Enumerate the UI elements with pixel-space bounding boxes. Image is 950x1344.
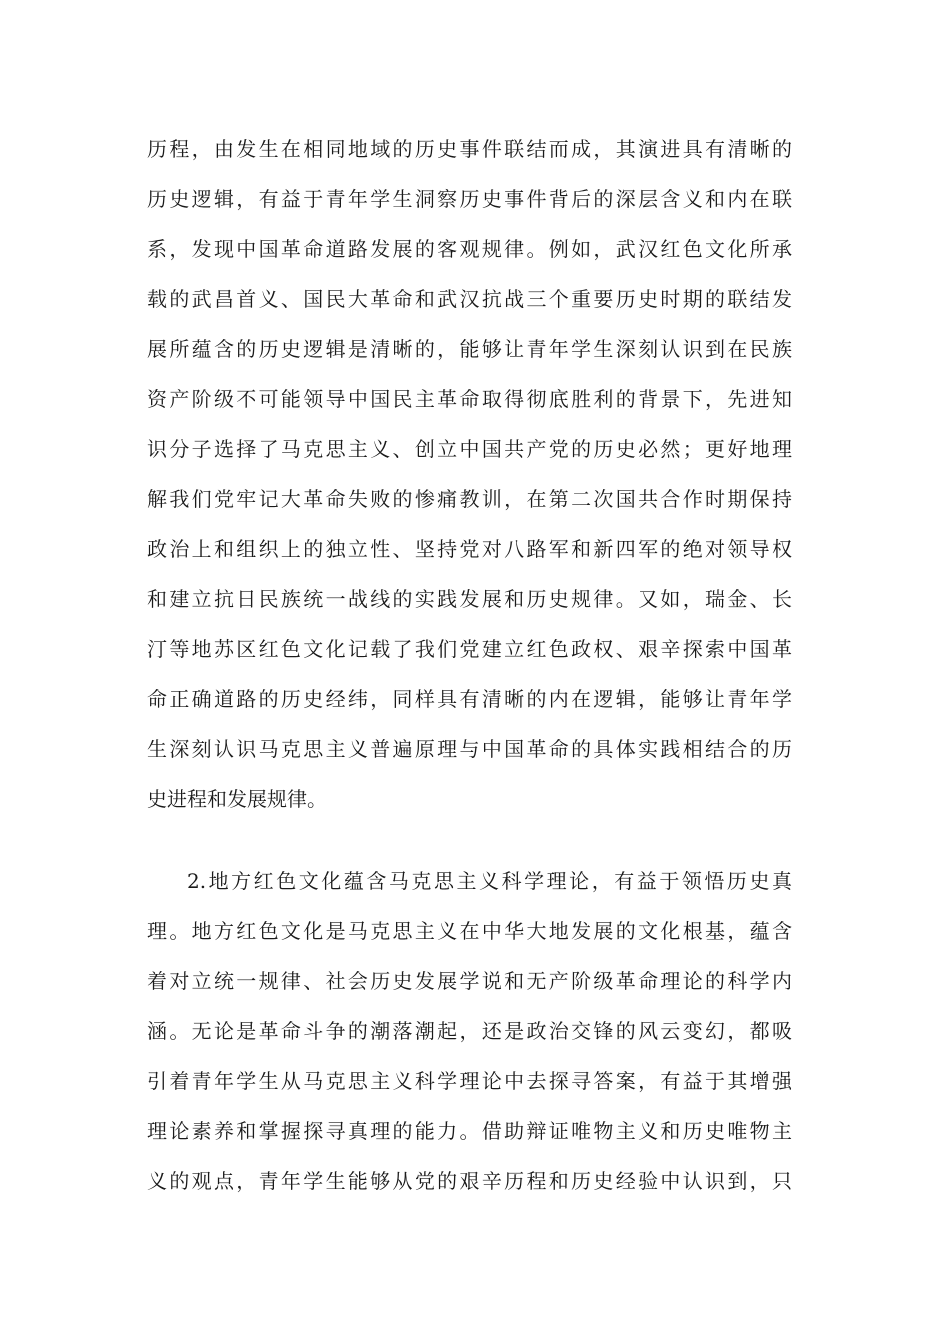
text-line: 生深刻认识马克思主义普遍原理与中国革命的具体实践相结合的历 — [147, 737, 792, 761]
text-line: 历程，由发生在相同地域的历史事件联结而成，其演进具有清晰的 — [147, 137, 792, 161]
text-line: 解我们党牢记大革命失败的惨痛教训，在第二次国共合作时期保持 — [147, 487, 792, 511]
text-line: 引着青年学生从马克思主义科学理论中去探寻答案，有益于其增强 — [147, 1069, 792, 1093]
text-line: 资产阶级不可能领导中国民主革命取得彻底胜利的背景下，先进知 — [147, 387, 792, 411]
text-line: 识分子选择了马克思主义、创立中国共产党的历史必然；更好地理 — [147, 437, 792, 461]
text-line: 政治上和组织上的独立性、坚持党对八路军和新四军的绝对领导权 — [147, 537, 792, 561]
text-line: 史进程和发展规律。 — [147, 787, 327, 811]
text-line: 理论素养和掌握探寻真理的能力。借助辩证唯物主义和历史唯物主 — [147, 1119, 792, 1143]
text-line: 命正确道路的历史经纬，同样具有清晰的内在逻辑，能够让青年学 — [147, 687, 792, 711]
text-line: 汀等地苏区红色文化记载了我们党建立红色政权、艰辛探索中国革 — [147, 637, 792, 661]
text-line: 义的观点，青年学生能够从党的艰辛历程和历史经验中认识到，只 — [147, 1169, 792, 1193]
text-line: 和建立抗日民族统一战线的实践发展和历史规律。又如，瑞金、长 — [147, 587, 792, 611]
text-line: 载的武昌首义、国民大革命和武汉抗战三个重要历史时期的联结发 — [147, 287, 792, 311]
text-line: 涵。无论是革命斗争的潮落潮起，还是政治交锋的风云变幻，都吸 — [147, 1019, 792, 1043]
text-line: 2.地方红色文化蕴含马克思主义科学理论，有益于领悟历史真 — [187, 869, 792, 893]
text-line: 理。地方红色文化是马克思主义在中华大地发展的文化根基，蕴含 — [147, 919, 792, 943]
text-line: 着对立统一规律、社会历史发展学说和无产阶级革命理论的科学内 — [147, 969, 792, 993]
text-line: 历史逻辑，有益于青年学生洞察历史事件背后的深层含义和内在联 — [147, 187, 792, 211]
text-line: 展所蕴含的历史逻辑是清晰的，能够让青年学生深刻认识到在民族 — [147, 337, 792, 361]
text-line: 系，发现中国革命道路发展的客观规律。例如，武汉红色文化所承 — [147, 237, 792, 261]
